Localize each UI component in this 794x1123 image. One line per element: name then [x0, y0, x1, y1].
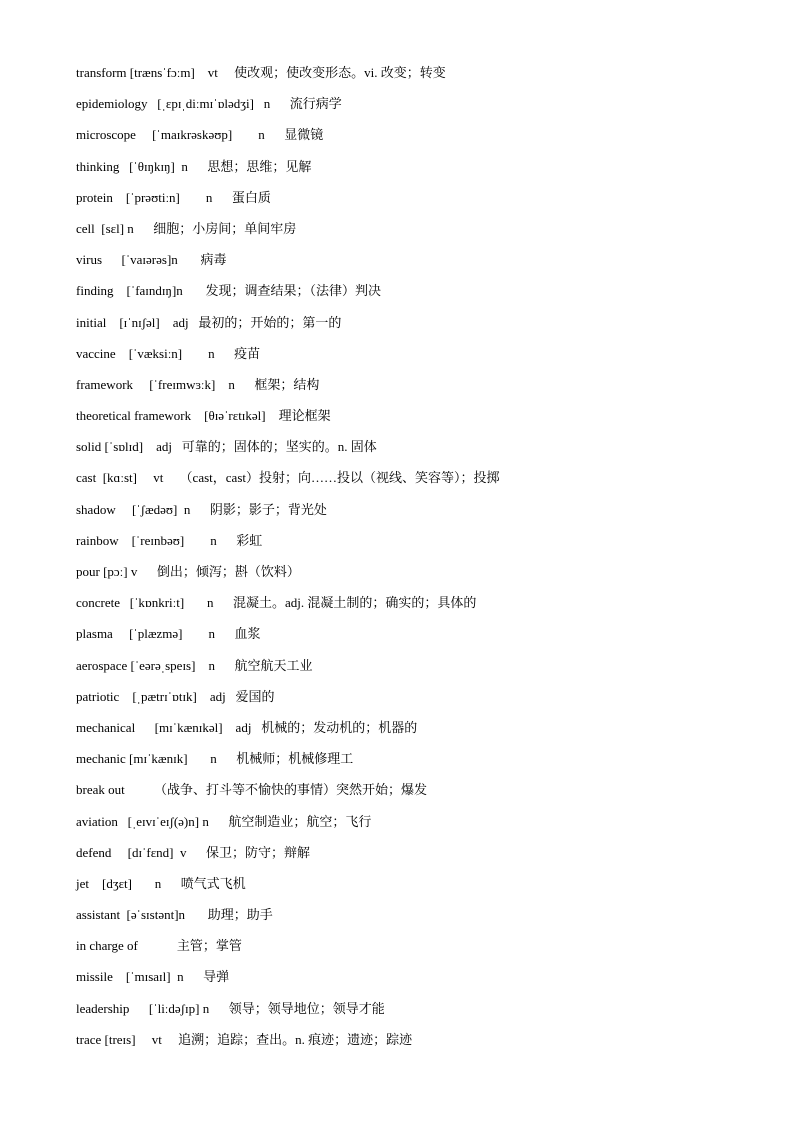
vocab-entry-in-charge-of: in charge of 主管；掌管 — [76, 938, 242, 954]
vocab-entry-transform: transform [trænsˈfɔːm] vt 使改观；使改变形态。vi. 改变；转变 — [76, 65, 446, 80]
vocab-entry-mechanical: mechanical [mɪˈkænɪkəl] adj 机械的；发动机的；机器的 — [76, 719, 418, 735]
vocab-entry-theoretical-framework: theoretical framework [θɪəˈrɛtɪkəl] 理论框架 — [76, 408, 331, 424]
vocab-entry-solid: solid [ˈsɒlɪd] adj 可靠的；固体的；坚实的。n. 固体 — [76, 439, 377, 455]
vocab-entry-cell: cell [sɛl] n 细胞；小房间；单间牢房 — [76, 220, 297, 236]
vocab-entry-microscope: microscope [ˈmaɪkrəskəʊp] n 显微镜 — [76, 127, 324, 143]
vocab-entry-vaccine: vaccine [ˈvæksiːn] n 疫苗 — [76, 345, 261, 361]
vocab-entry-framework: framework [ˈfreɪmwɜːk] n 框架；结构 — [76, 376, 320, 392]
vocab-entry-defend: defend [dɪˈfɛnd] v 保卫；防守；辩解 — [76, 844, 311, 860]
vocab-entry-shadow: shadow [ˈʃædəʊ] n 阴影；影子；背光处 — [76, 501, 327, 517]
vocab-entry-missile: missile [ˈmɪsaɪl] n 导弹 — [76, 969, 230, 985]
vocab-entry-break-out: break out （战争、打斗等不愉快的事情）突然开始；爆发 — [76, 782, 427, 798]
vocab-entry-concrete: concrete [ˈkɒnkriːt] n 混凝土。adj. 混凝土制的；确实的；具体的 — [76, 595, 477, 611]
vocab-entry-initial: initial [ɪˈnɪʃəl] adj 最初的；开始的；第一的 — [76, 314, 342, 330]
vocab-entry-jet: jet [dʒɛt] n 喷气式飞机 — [76, 875, 246, 891]
vocab-entry-pour: pour [pɔː] v 倒出；倾泻；斟（饮料） — [76, 564, 300, 579]
vocab-entry-trace: trace [treɪs] vt 追溯；追踪；查出。n. 痕迹；遗迹；踪迹 — [76, 1031, 413, 1047]
vocab-entry-epidemiology: epidemiology [ˌɛpɪˌdiːmɪˈɒlədʒi] n 流行病学 — [76, 96, 342, 112]
vocabulary-list — [76, 60, 776, 1058]
vocab-entry-virus: virus [ˈvaɪərəs]n 病毒 — [76, 252, 227, 268]
vocab-entry-cast: cast [kɑːst] vt （cast，cast）投射；向……投以（视线、笑容等）；投掷 — [76, 470, 500, 486]
vocab-entry-leadership: leadership [ˈliːdəʃɪp] n 领导；领导地位；领导才能 — [76, 1000, 385, 1016]
vocab-entry-patriotic: patriotic [ˌpætrɪˈɒtɪk] adj 爱国的 — [76, 688, 275, 704]
vocab-entry-thinking: thinking [ˈθɪŋkɪŋ] n 思想；思维；见解 — [76, 158, 312, 174]
vocab-entry-protein: protein [ˈprəʊtiːn] n 蛋白质 — [76, 189, 271, 205]
vocab-entry-rainbow: rainbow [ˈreɪnbəʊ] n 彩虹 — [76, 532, 263, 548]
vocab-entry-assistant: assistant [əˈsɪstənt]n 助理；助手 — [76, 907, 273, 923]
vocab-entry-aviation: aviation [ˌeɪvɪˈeɪʃ(ə)n] n 航空制造业；航空；飞行 — [76, 813, 372, 829]
vocab-entry-finding: finding [ˈfaɪndɪŋ]n 发现；调查结果；（法律）判决 — [76, 283, 382, 299]
vocab-entry-aerospace: aerospace [ˈeərəˌspeɪs] n 航空航天工业 — [76, 657, 313, 673]
vocab-entry-mechanic: mechanic [mɪˈkænɪk] n 机械师；机械修理工 — [76, 751, 354, 767]
vocab-entry-plasma: plasma [ˈplæzmə] n 血浆 — [76, 626, 261, 642]
